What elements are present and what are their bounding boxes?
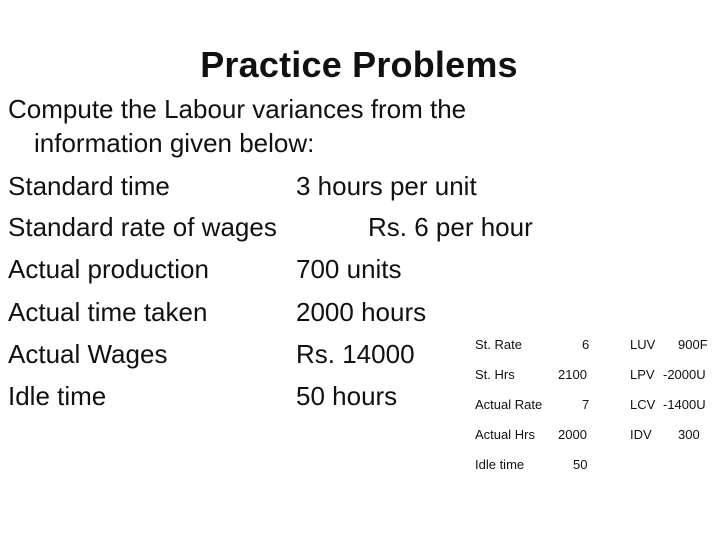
given-label-actual-production: Actual production: [8, 254, 209, 284]
variance-value-luv: 900F: [678, 337, 708, 352]
given-label-actual-wages: Actual Wages: [8, 339, 168, 369]
working-value-st-hrs: 2100: [558, 367, 587, 382]
given-label-actual-time: Actual time taken: [8, 297, 208, 327]
given-value-actual-time: 2000 hours: [296, 297, 427, 327]
given-value-idle-time: 50 hours: [296, 381, 398, 411]
variance-label-lcv: LCV: [630, 397, 656, 412]
variance-label-luv: LUV: [630, 337, 656, 352]
working-label-st-rate: St. Rate: [475, 337, 522, 352]
working-value-actual-rate: 7: [582, 397, 590, 412]
working-value-idle-time: 50: [573, 457, 588, 472]
given-label-standard-time: Standard time: [8, 171, 170, 201]
given-value-actual-production: 700 units: [296, 254, 402, 284]
slide-title: Practice Problems: [200, 44, 518, 85]
given-value-standard-time: 3 hours per unit: [296, 171, 477, 201]
working-label-actual-hrs: Actual Hrs: [475, 427, 535, 442]
variance-value-lpv: -2000U: [663, 367, 706, 382]
working-label-idle-time: Idle time: [475, 457, 525, 472]
variance-value-lcv: -1400U: [663, 397, 706, 412]
variance-value-idv: 300: [678, 427, 700, 442]
variance-label-idv: IDV: [630, 427, 652, 442]
working-value-actual-hrs: 2000: [558, 427, 587, 442]
working-label-actual-rate: Actual Rate: [475, 397, 543, 412]
intro-line-2: information given below:: [34, 128, 315, 158]
intro-line-1: Compute the Labour variances from the: [8, 94, 467, 124]
working-label-st-hrs: St. Hrs: [475, 367, 515, 382]
working-value-st-rate: 6: [582, 337, 590, 352]
given-value-standard-rate: Rs. 6 per hour: [368, 212, 533, 242]
variance-label-lpv: LPV: [630, 367, 655, 382]
given-value-actual-wages: Rs. 14000: [296, 339, 415, 369]
given-label-idle-time: Idle time: [8, 381, 107, 411]
given-label-standard-rate: Standard rate of wages: [8, 212, 277, 242]
